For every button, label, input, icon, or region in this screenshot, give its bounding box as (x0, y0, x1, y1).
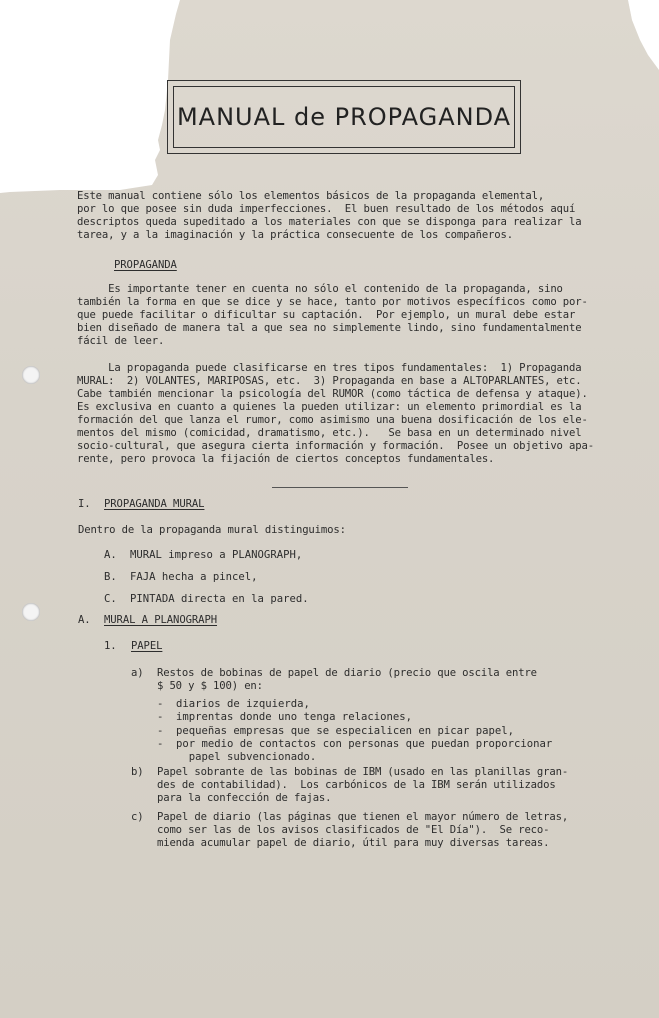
list-item: - por medio de contactos con personas que puedan proporcionar (157, 737, 553, 750)
item-a-bullets (157, 698, 552, 764)
intro-line-4: tarea, y a la imaginación y la práctica consecuente de los compañeros. (77, 229, 513, 241)
para2-line-8: rente, pero provoca la fijación de ciertos conceptos fundamentales. (77, 453, 495, 465)
para2-line-6: mentos del mismo (comicidad, dramatismo, etc.). Se basa en un determinado nivel (77, 427, 582, 439)
item-c-line-3: mienda acumular papel de diario, útil para muy diversas tareas. (157, 837, 550, 849)
mural-intro: Dentro de la propaganda mural distinguimos: (78, 524, 346, 536)
heading-papel: PAPEL (131, 640, 163, 652)
heading-mural-planograph: MURAL A PLANOGRAPH (104, 614, 218, 626)
intro-line-3: descriptos queda supeditado a los materiales con que se disponga para realizar la (77, 216, 582, 228)
para2-line-1: La propaganda puede clasificarse en tres tipos fundamentales: 1) Propaganda (77, 362, 582, 374)
para1-line-1: Es importante tener en cuenta no sólo el contenido de la propaganda, sino (77, 283, 563, 295)
mural-types-list (104, 549, 309, 615)
intro-line-2: por lo que posee sin duda imperfecciones. El buen resultado de los métodos aquí (77, 203, 576, 215)
para1-line-4: bien diseñado de manera tal a que sea no simplemente lindo, sino fundamentalmente (77, 322, 582, 334)
intro-line-1: Este manual contiene sólo los elementos básicos de la propaganda elemental, (77, 190, 545, 202)
punch-hole-bottom (22, 603, 40, 621)
para2-line-3: Cabe también mencionar la psicología del RUMOR (como táctica de defensa y ataque). (77, 388, 588, 400)
item-a-letter: a) (131, 667, 144, 679)
document-title: MANUAL de PROPAGANDA (173, 86, 515, 148)
item-a-line-1: Restos de bobinas de papel de diario (precio que oscila entre (157, 667, 537, 679)
para2-line-4: Es exclusiva en cuanto a quienes la pueden utilizar: un elemento primordial es la (77, 401, 582, 413)
list-item: A. MURAL impreso a PLANOGRAPH, (104, 549, 303, 561)
item-b-line-1: Papel sobrante de las bobinas de IBM (usado en las planillas gran- (157, 766, 569, 778)
item-b-line-3: para la confección de fajas. (157, 792, 332, 804)
list-item: - imprentas donde uno tenga relaciones, (157, 711, 412, 724)
item-c-line-1: Papel de diario (las páginas que tienen el mayor número de letras, (157, 811, 569, 823)
punch-hole-top (22, 366, 40, 384)
list-item: C. PINTADA directa en la pared. (104, 593, 309, 605)
para2-line-5: formación del que lanza el rumor, como asimismo una buena dosificación de los ele- (77, 414, 588, 426)
section-a-letter: A. (78, 614, 91, 626)
item-b-line-2: des de contabilidad). Los carbónicos de la IBM serán utilizados (157, 779, 556, 791)
item-b-letter: b) (131, 766, 144, 778)
para2-line-7: socio-cultural, que asegura cierta información y formación. Posee un objetivo apa- (77, 440, 594, 452)
para2-line-2: MURAL: 2) VOLANTES, MARIPOSAS, etc. 3) Propaganda en base a ALTOPARLANTES, etc. (77, 375, 582, 387)
list-item: papel subvencionado. (176, 751, 317, 764)
section-divider (272, 487, 408, 488)
para1-line-2: también la forma en que se dice y se hace, tanto por motivos específicos como por- (77, 296, 588, 308)
para1-line-3: que puede facilitar o dificultar su captación. Por ejemplo, un mural debe estar (77, 309, 576, 321)
list-item: - pequeñas empresas que se especialicen en picar papel, (157, 724, 515, 737)
list-item: B. FAJA hecha a pincel, (104, 571, 258, 583)
title-frame (167, 80, 521, 154)
para1-line-5: fácil de leer. (77, 335, 165, 347)
item-a-line-2: $ 50 y $ 100) en: (157, 680, 263, 692)
list-item: - diarios de izquierda, (157, 698, 310, 710)
heading-propaganda: PROPAGANDA (114, 259, 177, 271)
heading-propaganda-mural: PROPAGANDA MURAL (104, 498, 205, 510)
section-1-number: 1. (104, 640, 117, 652)
item-c-letter: c) (131, 811, 144, 823)
item-c-line-2: como ser las de los avisos clasificados de "El Día"). Se reco- (157, 824, 550, 836)
section-i-number: I. (78, 498, 91, 510)
